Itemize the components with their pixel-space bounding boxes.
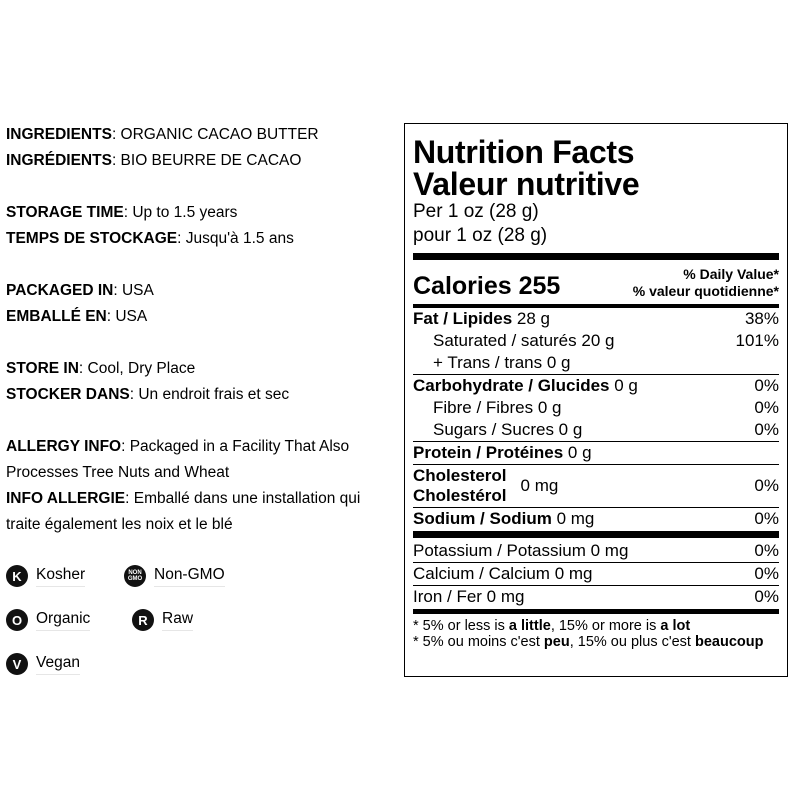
potassium-row: Potassium / Potassium 0 mg 0% [413, 540, 779, 563]
organic-badge: O Organic [6, 609, 90, 631]
calories-row [413, 264, 779, 304]
ingredients-line: INGREDIENTS: ORGANIC CACAO BUTTER [6, 126, 319, 143]
nutrition-title-en: Nutrition Facts [413, 134, 635, 170]
calcium-row: Calcium / Calcium 0 mg 0% [413, 563, 779, 586]
vegan-badge: V Vegan [6, 653, 80, 675]
non-gmo-icon: NON GMO [124, 565, 146, 587]
protein-row: Protein / Protéines 0 g [413, 442, 779, 465]
store-in-line: STORE IN: Cool, Dry Place [6, 360, 196, 377]
raw-badge: R Raw [132, 609, 193, 631]
certification-badges [6, 563, 306, 683]
nutrition-title-fr: Valeur nutritive [413, 166, 640, 202]
packaged-in-fr-line: EMBALLÉ EN: USA [6, 308, 148, 325]
store-in-fr-line: STOCKER DANS: Un endroit frais et sec [6, 386, 290, 403]
vegan-icon: V [6, 653, 28, 675]
serving-size-fr: pour 1 oz (28 g) [413, 225, 548, 246]
iron-row: Iron / Fer 0 mg 0% [413, 587, 779, 606]
trans-row: + Trans / trans 0 g [413, 352, 779, 375]
nutrition-facts-panel [404, 123, 788, 677]
serving-size-en: Per 1 oz (28 g) [413, 201, 539, 222]
fat-row: Fat / Lipides 28 g 38% [413, 309, 779, 328]
allergy-info: ALLERGY INFO: Packaged in a Facility That Also Processes Tree Nuts and Wheat [6, 438, 350, 481]
allergy-info-fr: INFO ALLERGIE: Emballé dans une installation qui traite également les noix et le blé [6, 490, 361, 533]
raw-icon: R [132, 609, 154, 631]
storage-time-fr-line: TEMPS DE STOCKAGE: Jusqu'à 1.5 ans [6, 230, 294, 247]
sugars-row: Sugars / Sucres 0 g 0% [413, 419, 779, 442]
footnote-fr: * 5% ou moins c'est peu, 15% ou plus c'est beaucoup [413, 634, 764, 650]
packaged-in-line: PACKAGED IN: USA [6, 282, 154, 299]
organic-icon: O [6, 609, 28, 631]
saturated-row: Saturated / saturés 20 g 101% [433, 331, 779, 350]
non-gmo-badge: NON GMO Non-GMO [124, 565, 225, 587]
divider-thick [413, 253, 779, 260]
footnote-en: * 5% or less is a little, 15% or more is a lot [413, 618, 691, 634]
ingredients-fr-line: INGRÉDIENTS: BIO BEURRE DE CACAO [6, 152, 302, 169]
calories: Calories 255 [413, 272, 561, 300]
carbohydrate-row: Carbohydrate / Glucides 0 g 0% [413, 376, 779, 395]
fibre-row: Fibre / Fibres 0 g 0% [433, 398, 779, 417]
storage-time-line: STORAGE TIME: Up to 1.5 years [6, 204, 238, 221]
product-info [6, 122, 398, 538]
daily-value-header: % Daily Value* % valeur quotidienne* [632, 266, 779, 299]
divider-thick-2 [413, 531, 779, 538]
footnote [413, 614, 779, 650]
cholesterol-row: Cholesterol Cholestérol 0 mg 0% [413, 465, 779, 508]
kosher-badge: K Kosher [6, 565, 85, 587]
sodium-row: Sodium / Sodium 0 mg 0% [413, 509, 779, 528]
kosher-icon: K [6, 565, 28, 587]
